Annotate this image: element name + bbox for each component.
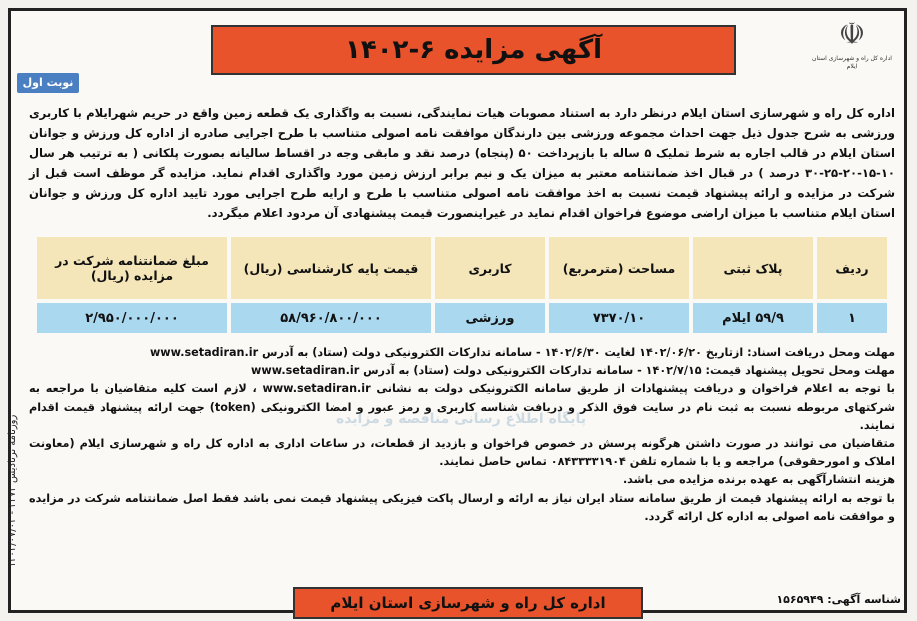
table-row — [37, 303, 887, 333]
logo — [812, 17, 892, 79]
header-plaque: پلاک ثبتی — [693, 237, 813, 299]
cell-row-number: ۱ — [817, 303, 887, 333]
watermark: پایگاه اطلاع رسانی مناقصه و مزایده — [335, 411, 587, 427]
info-registration: با توجه به اعلام فراخوان و دریافت پیشنهادات از طریق سامانه الکترونیکی دولت به نشانی www.setadiran.ir ، لازم است کلیه متقاضیان با مراجعه به شرکتهای مربوطه نسبت به ثبت نام در سایت فوق الذکر و دریافت شناسه کاربری و رمز عبور و امضا الکترونیکی (token) جهت ارائه پیشنهاد قیمت اقدام نمایند. — [29, 382, 895, 432]
ad-id: شناسه آگهی: ۱۵۶۵۹۴۹ — [776, 593, 901, 606]
header-guarantee: مبلغ ضمانتنامه شرکت در مزایده (ریال) — [37, 237, 227, 299]
header-row-number: ردیف — [817, 237, 887, 299]
cell-area: ۷۳۷۰/۱۰ — [549, 303, 689, 333]
auction-table — [33, 233, 891, 337]
table-header-row — [37, 237, 887, 299]
ad-frame — [8, 8, 907, 613]
intro-text: درنظر دارد به استناد مصوبات هیات نمایندگی، نسبت به واگذاری یک قطعه زمین واقع در حریم شهرایلام با کاربری ورزشی به شرح جدول ذیل جهت احداث مجموعه ورزشی بین دارندگان موافقت نامه اصولی متناسب با طرح اجرایی صادره از اداره کل ورزش و جوانان استان ایلام در قالب اجاره به شرط تملیک ۵ ساله با بازپرداخت ۵۰ (پنجاه) درصد نقد و مابقی وجه در اقساط سالیانه بصورت پلکانی ( به ترتیب هر سال ۱۰-۱۵-۲۰-۲۵-۳۰ درصد ) در قبال اخذ ضمانتنامه معتبر به میزان یک و نیم برابر ارزش زمین مورد واگذاری اقدام نماید. مزایده گر موظف است قبل از شرکت در مزایده و ارائه پیشنهاد قیمت نسبت به اخذ موافقت نامه اصولی متناسب با طرح و ارایه طرح اجرایی مورد تایید اداره کل ورزش و جوانان استان ایلام متناسب با میزان اراضی موضوع فراخوان اقدام نماید در غیراینصورت قیمت پیشنهادی آن مردود اعلام میگردد. — [29, 106, 895, 220]
info-submission: با توجه به ارائه پیشنهاد قیمت از طریق سامانه ستاد ایران نیاز به ارائه و ارسال پاکت فیزیکی پیشنهاد قیمت نمی باشد فقط اصل ضمانتنامه شرکت در مزایده و موافقت نامه اصولی به اداره کل ارائه گردد. — [29, 491, 895, 523]
intro-paragraph — [29, 103, 895, 223]
cell-usage: ورزشی — [435, 303, 545, 333]
cell-guarantee: ۲/۹۵۰/۰۰۰/۰۰۰ — [37, 303, 227, 333]
round-badge: نوبت اول — [17, 73, 79, 93]
header-base-price: قیمت پایه کارشناسی (ریال) — [231, 237, 431, 299]
footer-org-name: اداره کل راه و شهرسازی استان ایلام — [293, 587, 643, 619]
cell-base-price: ۵۸/۹۶۰/۸۰۰/۰۰۰ — [231, 303, 431, 333]
cell-plaque: ۵۹/۹ ایلام — [693, 303, 813, 333]
emblem-icon: ☫ — [838, 17, 866, 52]
page-title: آگهی مزایده ۶-۱۴۰۲ — [211, 25, 736, 75]
intro-org-name: اداره کل راه و شهرسازی استان ایلام — [681, 106, 895, 120]
info-section — [29, 344, 895, 526]
info-cost: هزینه انتشارآگهی به عهده برنده مزایده می باشد. — [622, 473, 895, 487]
header-usage: کاربری — [435, 237, 545, 299]
header-area: مساحت (مترمربع) — [549, 237, 689, 299]
info-documents-deadline: مهلت ومحل دریافت اسناد: ازتاریخ ۱۴۰۲/۰۶/۲۰ لغایت ۱۴۰۲/۶/۳۰ - سامانه تدارکات الکترونیکی دولت (ستاد) به آدرس www.setadiran.ir — [149, 346, 895, 359]
side-caption — [7, 371, 27, 611]
info-contact: متقاضیان می توانند در صورت داشتن هرگونه پرسش در خصوص فراخوان و بازدید از قطعات، در ساعات اداری به اداره کل راه و شهرسازی ایلام (معاونت املاک و امورحقوقی) مراجعه و یا با شماره تلفن ۰۸۴۳۳۳۳۱۹۰۴ تماس حاصل نمایند. — [29, 437, 895, 469]
logo-caption: اداره کل راه و شهرسازی استان ایلام — [812, 55, 892, 70]
side-caption-text: روزنامه ترنادیس ۴۳۷۳ - ۱۴۰۲/۰۷/۰۴ — [7, 414, 18, 568]
info-bid-deadline: مهلت ومحل تحویل پیشنهاد قیمت: ۱۴۰۲/۷/۱۵ - سامانه تدارکات الکترونیکی دولت (ستاد) به آدرس www.setadiran.ir — [251, 364, 895, 378]
